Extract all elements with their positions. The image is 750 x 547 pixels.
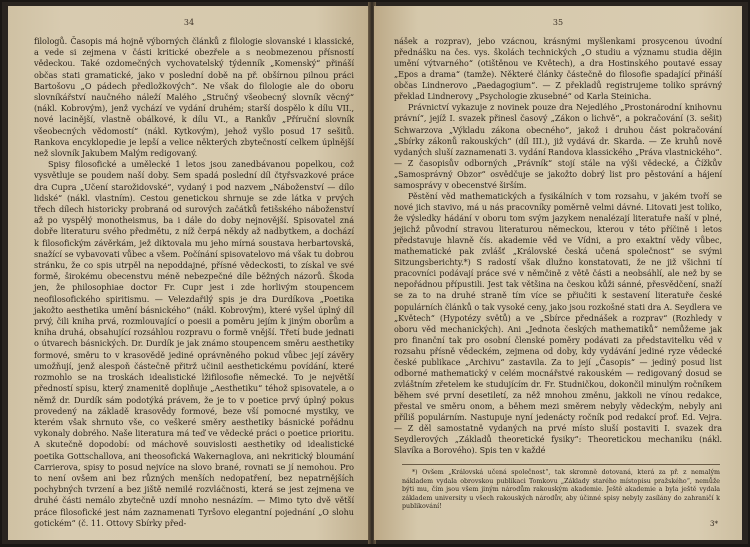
signature-mark: 3* (710, 520, 718, 528)
book-spread (2, 2, 748, 544)
left-page-text (34, 36, 354, 529)
left-page-number: 34 (183, 18, 195, 27)
right-page-text (394, 36, 722, 456)
left-paragraph: Spisy filosofické a umělecké 1 letos jsou zanedbávanou popelkou, což vysvětluje se poudem naší doby. Sem spadá poslední díl čtyřsvazkové práce dra Cupra „Učení starožidovské“, vydaný i pod nazvem „Náboženství — dílo lidské“ (nákl. vlastním). Cestou genetickou shrnuje se zde látka v prvých třech dílech historicky probraná od surových začátků fetišského náboženství až po vyspělý monotheismus, ba i dále do doby nejnovější. Spisovatel zná dobře literaturu svého předmětu, z níž čerpá někdy až nadbytkem, a dochází k filosofickým závěrkám, jež diktovala mu jeho mírná soustava herbartovská, snažící se vybavovati vůbec a všem. Počínání spisovatelovo má však tu dobrou stránku, že co spis utrpěl na nepoddajné, přísné vědeckosti, to získal ve své formě, širokému obecenstvu méně nebezpečné díle běžných názorů. Škoda jen, že philosophiae doctor Fr. Cupr jest i zde horlivým stoupencem neofilosofického spiritismu. — Velezdařilý spis je dra Durdíkova „Poetika jakožto aesthetika umění básnického“ (nákl. Kobrovým), které vyšel úplný díl prvý, čili kniha prvá, rozmlouvající o poesii a poměru jejím k jiným oborům a kniha druhá, obsahující rozsáhlou rozpravu o formě vnější. Třetí bude jednati o útvarech básnických. Dr. Durdík je jak známo stoupencem směru aesthetiky formové, směru to v krasovědě jediné oprávněného pokud vůbec její závěry umožňují, jenž alespoň částečně přitrž učinil aesthetickému povídání, které rozmohlo se na troskách idealistické lžifilosofie německé. To je největší předností spisu, který znamenitě doplňuje „Aesthetiku“ téhož spisovatele, a o němž dr. Durdík sám podotýká právem, že je to v poetice prvý úplný pokus provedený na základě krasovědy formové, beze vší pomocné mystiky, ve kterém však shrnuto vše, co veškeré směry aesthetiky básnické pořádnu vykonaly dobrého. Naše literatura má teď ve vědecké práci o poetice prioritu. A skutečně dopodobí: od máchově souvislosti aesthetiky od idealistické poetika Gottschallova, ani theosofická Wakernaglova, ani nekritický bloumání Carrierova, spisy to posud nejvíce na slovo brané, rovnati se jí nemohou. Pro to není ovšem ani bez různých menších nedopatření, bez nepatrnějších pochybných tvrzení a bez jiště nemilé rozvláčnosti, která se jest zejmena ve druhé části nemálo zbytečně uzdí mnoho nesnázím. — Mimo tyto dvě větší práce filosofické jest nám zaznamenati Tyršovo elegantní pojednání „O slohu gotickém“ (č. 11. Ottovy Sbírky před- (34, 159, 354, 528)
footnote (402, 464, 720, 512)
footnote-text: *) Ovšem „Královská učená společnost“, tak skromně dotovaná, která za př. z nemalým nákladem vydala obrovskou publikaci Tomkovu „Základy starého místopisu pražského“, nemůže býti mu, čím jsou všem jiným národům rakouským akademie. Ještě akademie a byla ještě vydala základem university u všech rakouských národův, aby účinné spisy nebyly zasílány do zahraničí k publikování! (402, 469, 720, 511)
right-paragraph: Právnictví vykazuje z novinek pouze dra Nejedlého „Prostonárodní knihovnu právní“, jejíž I. svazek přinesl časový „Zákon o lichvě“, a pokračování (3. sešit) Schwarzova „Výkladu zákona obecného“, jakož i druhou část pokračování „Sbírky zákonů rakouských“ (díl III.), již vydává dr. Skarda. — Ze kruhů nově vydaných sluší zaznamenati 3. vydání Randova klassického „Práva vlastnického“. — Z časopisův odborných „Právník“ stojí stále na výši vědecké, a Čížkův „Samosprávný Obzor“ osvědčuje se jakožto dobrý list pro pěstování a hájení samosprávy v obecenstvé širším. (394, 103, 722, 190)
right-paragraph: Pěstění věd mathematických a fysikálních v tom rozsahu, v jakém tvoří se nové jich stavivo, má u nás pracovníky poměrně velmi dávné. Litovati jest toliko, že výsledky hádání v oboru tom svým jazykem nenalézají literatuře naší v plné, jejichž původní stravou literaturou německou, kterou v této příčině i letos představuje hlavně čís. akademie věd ve Vídni, a pro exaktní vědy vůbec, mathematické pak zvlášť „Královské česká učená společnost“ se svými Sitzungsberichty.*) S radostí však dlužno konstatovati, že ne již všichni tí pracovníci podávají práce své v němčině z větě části a neobsáhlí, ale než by se nepořádnou přípustili. Jest tak většina na českou kůži sánné, přesvědčení, snaží se za to na druhé straně tím více se přiučiti k sestavení literatuře české populárních článků o tak vysoké ceny, jako jsou rozkošné stati dra A. Seydlera ve „Květech“ (Hypotézy světů) a ve „Sbírce přednášek a rozprav“ (Rozhledy v oboru věd mechanických). Ani „Jednota českých mathematiků“ nemůžeme jak pro finanční tak pro osobní členské poměry podávati za představitelku věd v rozsahu přísně vědeckém, zejmena od doby, kdy vydávání jediné ryze vědecké české publikace „Archivu“ zastavila. Za to její „Časopis“ — jediný posud list odborné mathematický v celém mocnářstvé rakouském — redigovaný dosud se zvláštním zřetelem ke studujícím dr. Fr. Studničkou, dokončil minulým ročníkem během své první desetiletí, za něž mnohou změnu, jakkoli ne vínou redakce, přestal ve směru onom, a během mezi směrem nebyly vědeckým, nebyly ani příliš populárním. Nastupuje nyní jedenácty ročník pod redakcí prof. Ed. Vejra. — Z děl samostatně vydaných na prvé místo sluší postaviti I. svazek dra Seydlerových „Základů theoretické fysiky“: Theoretickou mechaniku (nákl. Slavíka a Borového). Spis ten v každé (394, 191, 722, 456)
left-page (8, 6, 370, 540)
right-page-number: 35 (552, 18, 564, 27)
right-page (374, 6, 742, 540)
left-paragraph: filologů. Časopis má hojně výborných článků z filologie slovanské i klassické, a vede si zejmena v části kritické obezřele a s neobmezenou přísností vědeckou. Také ozdomečných vychovatelský týdenník „Komenský“ přináší občas stati gramatické, jako v poslední době na př. obšírnou pilnou práci Bartošovu „O pádech předložkových“. Ne však do filologie ale do oboru slovníkářství naučného náleží Malého „Stručný všeobecný slovník věcný“ (nákl. Kobrovým), jenž vychází ve vydání druhém; starší dospělo k dílu VII., nové lacinější, vlastně obálkové, k dílu VI., a Rankův „Příruční slovník všeobecných vědomostí“ (nákl. Kytkovým), jehož vyšlo posud 17 sešitů. Rankova encyklopedie je lepší a velice některých zbytečností celkem úplnější než slovník Jakubem Malým redigovaný. (34, 36, 354, 159)
right-paragraph: nášek a rozprav), jebo vzácnou, krásnými myšlenkami prosycenou úvodní přednášku na čes. vys. školách technických „O studiu a významu studia dějin umění výtvarného“ (otištěnou ve Květech), a dra Hostinského poutavé essay „Epos a drama“ (tamže). Některé články částečně do filosofie spadající přináší občas Lindnerovo „Paedagogium“. — Z překladů registrujeme toliko správný překlad Lindnerovy „Psychologie zkusebné“ od Karla Steinicha. (394, 37, 722, 102)
